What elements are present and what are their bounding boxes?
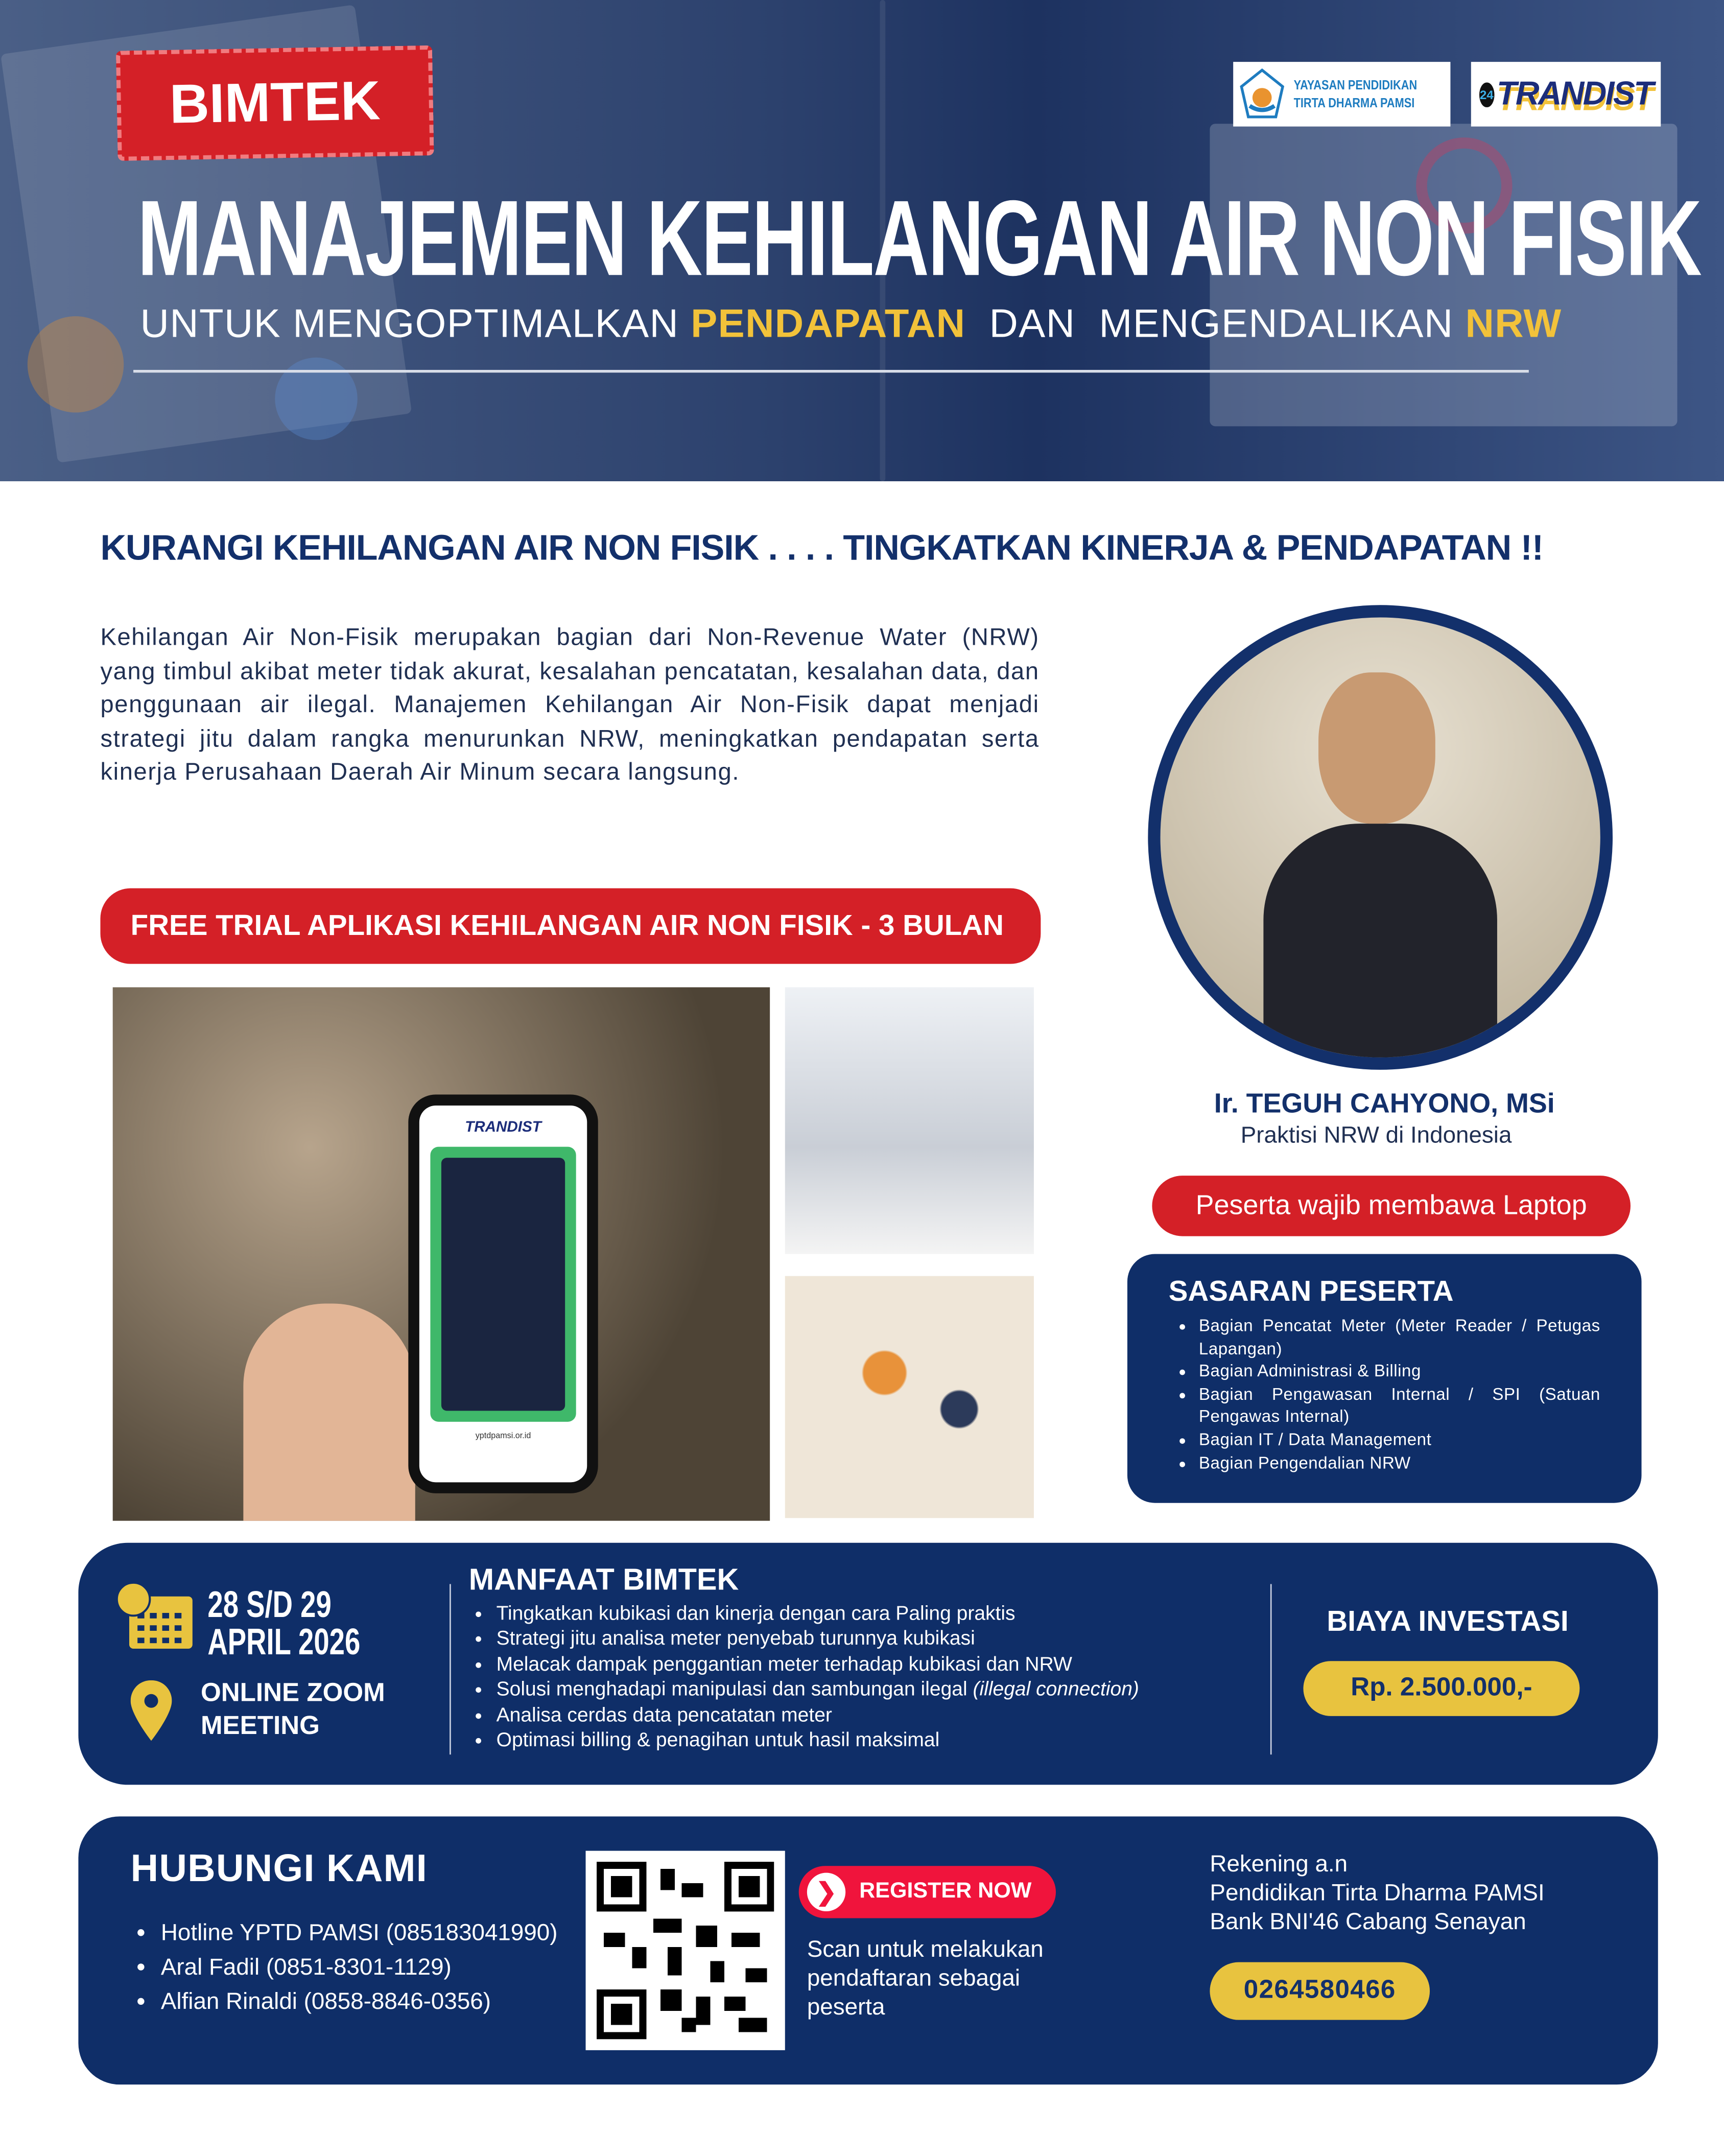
price-badge: Rp. 2.500.000,- (1303, 1661, 1579, 1716)
bank-account-number: 0264580466 (1210, 1962, 1430, 2020)
contact-hotline: • Hotline YPTD PAMSI (085183041990) (161, 1915, 558, 1950)
free-trial-banner: FREE TRIAL APLIKASI KEHILANGAN AIR NON FISIK - 3 BULAN (100, 888, 1041, 964)
dashboard-laptop-photo (785, 987, 1034, 1254)
sasaran-list (1169, 1315, 1600, 1474)
bank-account-holder: Pendidikan Tirta Dharma PAMSI (1210, 1880, 1545, 1906)
bank-name: Bank BNI'46 Cabang Senayan (1210, 1908, 1526, 1935)
register-now-label: REGISTER NOW (859, 1880, 1032, 1903)
list-item: • Analisa cerdas data pencatatan meter (497, 1703, 1280, 1729)
subtitle-highlight-pendapatan: PENDAPATAN (691, 302, 966, 347)
event-date: 28 S/D 29 (207, 1584, 332, 1626)
biaya-title: BIAYA INVESTASI (1327, 1606, 1569, 1638)
intro-paragraph: Kehilangan Air Non-Fisik merupakan bagian dari Non-Revenue Water (NRW) yang timbul akibat meter tidak akurat, kesalahan pencatatan, kesalahan data, dan penggunaan air ilegal. Manajemen Kehilangan Air Non-Fisik dapat menjadi strategi jitu dalam rangka menurunkan NRW, meningkatkan pendapatan serta kinerja Perusahaan Daerah Air Minum secara langsung. (100, 623, 1040, 785)
register-caption: Scan untuk melakukan pendaftaran sebagai peserta (807, 1936, 1044, 2020)
yayasan-line1: YAYASAN PENDIDIKAN (1293, 78, 1418, 93)
event-date-year: APRIL 2026 (207, 1621, 361, 1662)
subtitle (140, 302, 1562, 348)
registration-qr-code[interactable] (586, 1851, 785, 2050)
contact-person: • Alfian Rinaldi (0858-8846-0356) (161, 1984, 558, 2019)
phone-photo (113, 987, 770, 1520)
divider (133, 370, 1529, 372)
speaker-role: Praktisi NRW di Indonesia (1240, 1122, 1512, 1149)
subtitle-text: DAN MENGENDALIKAN (965, 302, 1466, 347)
subtitle-highlight-nrw: NRW (1465, 302, 1562, 347)
list-item-italic: (illegal connection) (973, 1679, 1139, 1701)
list-item: • Bagian Pencatat Meter (Meter Reader / Petugas Lapangan) (1199, 1315, 1600, 1360)
code-screen (430, 1147, 576, 1422)
location-pin-icon (131, 1680, 172, 1741)
event-info-box (78, 1543, 1658, 1785)
venue: MEETING (200, 1712, 320, 1741)
contact-box (78, 1816, 1658, 2084)
sasaran-title: SASARAN PESERTA (1168, 1276, 1454, 1308)
laptop-notice: Peserta wajib membawa Laptop (1152, 1176, 1631, 1236)
phone (408, 1094, 598, 1493)
yayasan-line2: TIRTA DHARMA PAMSI (1293, 96, 1415, 111)
bimtek-badge: BIMTEK (116, 45, 434, 161)
trandist-24-badge: 24 (1479, 82, 1494, 106)
app-logo: TRANDIST (465, 1119, 541, 1136)
list-item: • Bagian Pengawasan Internal / SPI (Satuan Pengawas Internal) (1199, 1383, 1600, 1428)
register-now-button[interactable] (799, 1866, 1056, 1918)
yayasan-logo (1233, 62, 1450, 126)
sasaran-peserta-box (1127, 1254, 1642, 1503)
list-item: • Bagian Pengendalian NRW (1199, 1451, 1600, 1474)
manfaat-list (469, 1602, 1280, 1753)
contact-list (131, 1915, 558, 2019)
contact-title: HUBUNGI KAMI (130, 1846, 428, 1889)
divider (1270, 1584, 1272, 1754)
chevron-right-icon: ❯ (807, 1873, 845, 1911)
list-item: • Bagian IT / Data Management (1199, 1428, 1600, 1451)
calendar-icon (115, 1580, 195, 1651)
list-item: • Tingkatkan kubikasi dan kinerja dengan cara Paling praktis (497, 1602, 1280, 1627)
divider (450, 1584, 451, 1754)
hand (243, 1303, 415, 1520)
trandist-logo (1471, 62, 1661, 126)
page-title: MANAJEMEN KEHILANGAN AIR NON FISIK (137, 177, 1701, 299)
list-item: • Optimasi billing & penagihan untuk hasil maksimal (497, 1728, 1280, 1754)
subtitle-text: UNTUK MENGOPTIMALKAN (140, 302, 691, 347)
list-item: • Melacak dampak penggantian meter terhadap kubikasi dan NRW (497, 1653, 1280, 1678)
list-item (497, 1678, 1280, 1703)
speaker-name: Ir. TEGUH CAHYONO, MSi (1214, 1089, 1555, 1119)
manfaat-title: MANFAAT BIMTEK (468, 1562, 739, 1597)
list-item: • Strategi jitu analisa meter penyebab turunnya kubikasi (497, 1627, 1280, 1653)
charts-paper-photo (785, 1276, 1034, 1518)
list-item: • Bagian Administrasi & Billing (1199, 1360, 1600, 1383)
headline: KURANGI KEHILANGAN AIR NON FISIK . . . . TINGKATKAN KINERJA & PENDAPATAN !! (100, 526, 1544, 568)
venue: ONLINE ZOOM (200, 1679, 385, 1708)
trandist-wordmark: TRANDIST (1497, 75, 1653, 112)
list-item-text: Solusi menghadapi manipulasi dan sambungan ilegal (496, 1679, 973, 1701)
yptd-emblem-icon (1239, 67, 1286, 122)
speaker-photo (1148, 605, 1613, 1070)
app-url: yptdpamsi.or.id (475, 1433, 531, 1441)
contact-person: • Aral Fadil (0851-8301-1129) (161, 1950, 558, 1984)
bank-account-label: Rekening a.n (1210, 1850, 1348, 1877)
